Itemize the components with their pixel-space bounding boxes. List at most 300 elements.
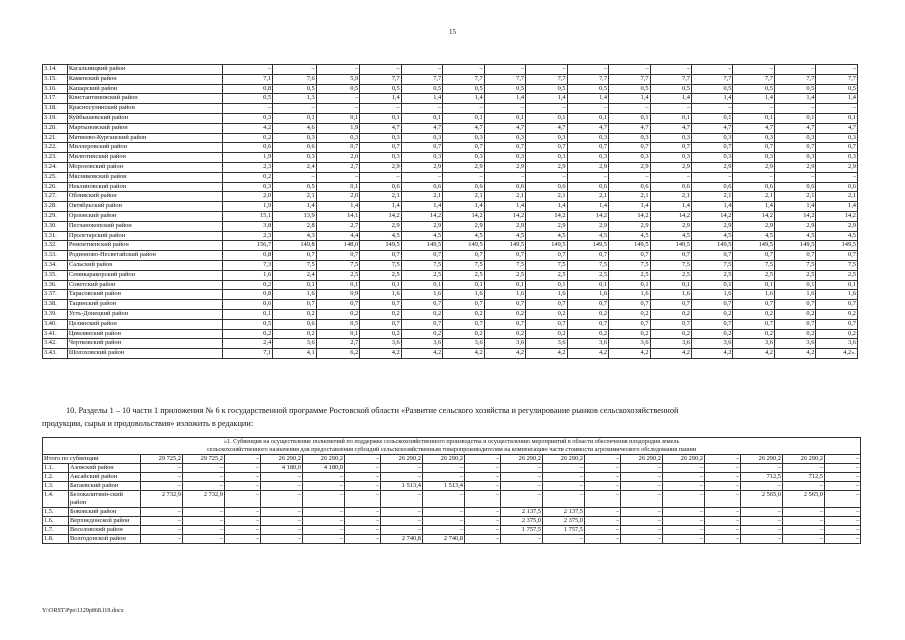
value-cell: –: [621, 473, 663, 482]
value-cell: 2,3: [223, 162, 273, 172]
value-cell: 0,5: [650, 84, 691, 94]
value-cell: 4,2: [609, 349, 650, 359]
district-name: Пролетарский район: [67, 231, 223, 241]
value-cell: 1,4: [733, 94, 774, 104]
value-cell: 0,1: [650, 113, 691, 123]
value-cell: –: [585, 482, 621, 491]
value-cell: 2,1: [774, 192, 815, 202]
value-cell: –: [621, 482, 663, 491]
value-cell: 0,7: [609, 251, 650, 261]
value-cell: –: [345, 517, 381, 526]
value-cell: 4,2: [650, 349, 691, 359]
value-cell: –: [783, 482, 825, 491]
value-cell: 0,7: [609, 300, 650, 310]
value-cell: –: [345, 535, 381, 544]
value-cell: –: [585, 535, 621, 544]
value-cell: 0,7: [733, 143, 774, 153]
value-cell: 2 732,9: [183, 491, 225, 508]
value-cell: 0,3: [443, 133, 484, 143]
district-name: Сальский район: [67, 260, 223, 270]
value-cell: 149,5: [609, 241, 650, 251]
value-cell: –: [825, 517, 861, 526]
value-cell: –: [585, 517, 621, 526]
district-name: Ремонтненский район: [67, 241, 223, 251]
value-cell: 1,4: [609, 94, 650, 104]
table-row: [43, 482, 861, 491]
value-cell: –: [465, 491, 501, 508]
value-cell: –: [261, 508, 303, 517]
value-cell: 0,1: [816, 113, 858, 123]
value-cell: 7,7: [443, 74, 484, 84]
value-cell: 2,1: [526, 192, 567, 202]
value-cell: 3,6: [692, 339, 733, 349]
value-cell: 0,3: [484, 153, 525, 163]
value-cell: 0,2: [273, 309, 317, 319]
value-cell: 1,6: [733, 290, 774, 300]
value-cell: 0,3: [733, 153, 774, 163]
value-cell: 2,1: [401, 192, 442, 202]
value-cell: 2,1: [692, 192, 733, 202]
value-cell: –: [567, 172, 608, 182]
value-cell: 2,9: [360, 221, 401, 231]
value-cell: 1,4: [273, 202, 317, 212]
value-cell: 2,9: [484, 221, 525, 231]
value-cell: 2,4: [223, 339, 273, 349]
value-cell: 0,5: [443, 84, 484, 94]
district-name: Морозовский район: [67, 162, 223, 172]
value-cell: 2,9: [609, 162, 650, 172]
value-cell: –: [303, 473, 345, 482]
value-cell: 0,1: [526, 280, 567, 290]
value-cell: 2,9: [816, 162, 858, 172]
row-number: 1.5.: [43, 508, 69, 517]
value-cell: 0,7: [692, 300, 733, 310]
value-cell: 4,5: [733, 231, 774, 241]
value-cell: 14,2: [526, 211, 567, 221]
value-cell: –: [465, 508, 501, 517]
value-cell: –: [423, 464, 465, 473]
value-cell: 7,6: [273, 74, 317, 84]
value-cell: –: [663, 464, 705, 473]
row-number: 3.34.: [43, 260, 68, 270]
value-cell: 1 757,5: [543, 526, 585, 535]
value-cell: –: [316, 172, 360, 182]
value-cell: 7,5: [774, 260, 815, 270]
value-cell: 4,7: [484, 123, 525, 133]
row-number: 3.15.: [43, 74, 68, 84]
value-cell: –: [381, 508, 423, 517]
district-name: Матвеево-Курганский район: [67, 133, 223, 143]
district-name: Неклиновский район: [67, 182, 223, 192]
value-cell: 1,4: [692, 202, 733, 212]
value-cell: –: [741, 517, 783, 526]
value-cell: 0,7: [484, 251, 525, 261]
value-cell: –: [465, 535, 501, 544]
row-number: 3.43.: [43, 349, 68, 359]
value-cell: 7,7: [484, 74, 525, 84]
district-name: Целинский район: [67, 319, 223, 329]
value-cell: –: [423, 526, 465, 535]
value-cell: 0,6: [401, 182, 442, 192]
value-cell: 2,1: [484, 192, 525, 202]
row-number: 3.22.: [43, 143, 68, 153]
value-cell: 2,1: [733, 192, 774, 202]
value-cell: –: [783, 535, 825, 544]
value-cell: 0,7: [484, 143, 525, 153]
district-name: Миллеровский район: [67, 143, 223, 153]
value-cell: –: [501, 482, 543, 491]
value-cell: –: [609, 104, 650, 114]
value-cell: 0,6: [273, 319, 317, 329]
value-cell: –: [692, 65, 733, 75]
value-cell: 3,6: [650, 339, 691, 349]
value-cell: 4,4: [316, 231, 360, 241]
value-cell: –: [816, 172, 858, 182]
table-row: [43, 74, 858, 84]
value-cell: –: [261, 491, 303, 508]
value-cell: 0,5: [567, 84, 608, 94]
value-cell: 1,6: [692, 290, 733, 300]
value-cell: 0,7: [273, 300, 317, 310]
value-cell: –: [443, 104, 484, 114]
row-number: 3.16.: [43, 84, 68, 94]
value-cell: 2,1: [360, 192, 401, 202]
value-cell: 7,5: [273, 260, 317, 270]
value-cell: –: [141, 535, 183, 544]
value-cell: –: [141, 473, 183, 482]
value-cell: 0,7: [567, 251, 608, 261]
value-cell: 0,7: [733, 251, 774, 261]
value-cell: 0,7: [443, 319, 484, 329]
value-cell: 0,6: [650, 182, 691, 192]
row-number: 1.3.: [43, 482, 69, 491]
value-cell: 2,1: [273, 192, 317, 202]
value-cell: –: [705, 508, 741, 517]
value-cell: 0,1: [774, 113, 815, 123]
total-value-cell: –: [465, 455, 501, 464]
row-number: 1.2.: [43, 473, 69, 482]
value-cell: 1,4: [484, 202, 525, 212]
value-cell: 0,7: [567, 319, 608, 329]
value-cell: 1 513,4: [381, 482, 423, 491]
value-cell: 0,6: [692, 182, 733, 192]
value-cell: 3,6: [567, 339, 608, 349]
value-cell: 14,2: [360, 211, 401, 221]
value-cell: 14,2: [484, 211, 525, 221]
value-cell: 0,1: [733, 113, 774, 123]
value-cell: 2,1: [650, 192, 691, 202]
table-row: [43, 162, 858, 172]
value-cell: 0,9: [316, 290, 360, 300]
value-cell: 156,7: [223, 241, 273, 251]
value-cell: 0,2: [223, 133, 273, 143]
value-cell: –: [316, 65, 360, 75]
table-row: [43, 280, 858, 290]
value-cell: –: [345, 508, 381, 517]
total-value-cell: 29 725,2: [141, 455, 183, 464]
value-cell: 2,9: [650, 221, 691, 231]
value-cell: –: [526, 65, 567, 75]
value-cell: 4,5: [526, 231, 567, 241]
value-cell: –: [567, 104, 608, 114]
value-cell: –: [621, 508, 663, 517]
value-cell: –: [345, 526, 381, 535]
value-cell: 2,4: [273, 162, 317, 172]
value-cell: –: [141, 517, 183, 526]
value-cell: –: [360, 104, 401, 114]
value-cell: 2,0: [316, 153, 360, 163]
value-cell: –: [663, 535, 705, 544]
total-value-cell: –: [825, 455, 861, 464]
value-cell: 0,7: [360, 251, 401, 261]
file-path-footer: Y:\ORST\Ppo\1129p868.f19.docx: [42, 608, 124, 614]
district-name: Семикаракорский район: [67, 270, 223, 280]
value-cell: 0,6: [223, 143, 273, 153]
value-cell: –: [141, 508, 183, 517]
table-row: [43, 113, 858, 123]
value-cell: –: [345, 464, 381, 473]
table-row: [43, 202, 858, 212]
district-name: Каменский район: [67, 74, 223, 84]
value-cell: 2,5: [401, 270, 442, 280]
table-row: [43, 104, 858, 114]
value-cell: –: [225, 508, 261, 517]
district-name: Тарасовский район: [67, 290, 223, 300]
value-cell: 4,7: [401, 123, 442, 133]
value-cell: 14,2: [692, 211, 733, 221]
value-cell: 14,2: [443, 211, 484, 221]
value-cell: 14,2: [650, 211, 691, 221]
row-number: 3.35.: [43, 270, 68, 280]
value-cell: –: [585, 508, 621, 517]
value-cell: 4,5: [484, 231, 525, 241]
value-cell: 0,7: [526, 319, 567, 329]
value-cell: 1,4: [443, 202, 484, 212]
value-cell: 0,5: [774, 84, 815, 94]
value-cell: 0,7: [774, 251, 815, 261]
table-row: [43, 84, 858, 94]
value-cell: 1,3: [273, 94, 317, 104]
value-cell: –: [223, 65, 273, 75]
table-row: [43, 491, 861, 508]
table-row: [43, 241, 858, 251]
value-cell: –: [692, 172, 733, 182]
value-cell: 14,2: [401, 211, 442, 221]
value-cell: 0,1: [401, 113, 442, 123]
value-cell: 0,3: [223, 113, 273, 123]
subvention-header-row: [43, 438, 861, 455]
value-cell: –: [733, 65, 774, 75]
value-cell: 2,5: [526, 270, 567, 280]
value-cell: 15,1: [223, 211, 273, 221]
table-row: [43, 290, 858, 300]
value-cell: –: [621, 491, 663, 508]
value-cell: –: [543, 464, 585, 473]
row-number: 1.8.: [43, 535, 69, 544]
row-number: 3.27.: [43, 192, 68, 202]
value-cell: 7,7: [567, 74, 608, 84]
value-cell: –: [825, 482, 861, 491]
district-name: Цимлянский район: [67, 329, 223, 339]
value-cell: –: [484, 104, 525, 114]
value-cell: 5,9: [316, 74, 360, 84]
value-cell: 0,5: [733, 84, 774, 94]
value-cell: 0,7: [609, 143, 650, 153]
value-cell: 14,2: [733, 211, 774, 221]
value-cell: 0,2: [774, 329, 815, 339]
value-cell: 7,5: [401, 260, 442, 270]
value-cell: 0,1: [567, 280, 608, 290]
value-cell: 0,7: [692, 251, 733, 261]
value-cell: 4,7: [733, 123, 774, 133]
value-cell: –: [733, 104, 774, 114]
value-cell: 1,6: [223, 270, 273, 280]
value-cell: 3,6: [443, 339, 484, 349]
table-row: [43, 192, 858, 202]
value-cell: 0,3: [816, 153, 858, 163]
table-row: [43, 133, 858, 143]
value-cell: 1,9: [223, 202, 273, 212]
value-cell: 0,1: [316, 182, 360, 192]
value-cell: 0,7: [401, 319, 442, 329]
value-cell: 0,7: [316, 143, 360, 153]
value-cell: –: [183, 508, 225, 517]
row-number: 3.20.: [43, 123, 68, 133]
value-cell: 1,6: [816, 290, 858, 300]
value-cell: 4,2: [567, 349, 608, 359]
value-cell: 0,7: [774, 300, 815, 310]
value-cell: 7,5: [733, 260, 774, 270]
value-cell: 4,2: [443, 349, 484, 359]
value-cell: –: [465, 482, 501, 491]
value-cell: –: [816, 104, 858, 114]
value-cell: 7,7: [692, 74, 733, 84]
value-cell: 3,6: [609, 339, 650, 349]
row-number: 3.28.: [43, 202, 68, 212]
value-cell: 0,6: [484, 182, 525, 192]
value-cell: 712,5: [741, 473, 783, 482]
total-value-cell: 26 290,2: [741, 455, 783, 464]
value-cell: 6,2: [316, 349, 360, 359]
value-cell: 4,2».: [816, 349, 858, 359]
value-cell: –: [345, 473, 381, 482]
value-cell: 3,6: [774, 339, 815, 349]
value-cell: 0,5: [816, 84, 858, 94]
value-cell: –: [465, 464, 501, 473]
value-cell: 7,5: [567, 260, 608, 270]
value-cell: –: [650, 65, 691, 75]
value-cell: 7,5: [526, 260, 567, 270]
value-cell: –: [663, 517, 705, 526]
value-cell: 0,7: [609, 319, 650, 329]
value-cell: 0,3: [526, 153, 567, 163]
value-cell: –: [303, 491, 345, 508]
value-cell: 0,6: [443, 182, 484, 192]
value-cell: 1,4: [360, 202, 401, 212]
subvention-title-line2: сельскохозяйственного назначения для предоставления субсидий сельскохозяйственным товаропроизводителям на компенсацию части стоимости агрохимического обследования пашни: [207, 446, 697, 453]
value-cell: 2 375,0: [543, 517, 585, 526]
value-cell: –: [705, 482, 741, 491]
value-cell: 1,6: [609, 290, 650, 300]
value-cell: 0,2: [360, 329, 401, 339]
value-cell: 7,5: [484, 260, 525, 270]
row-number: 3.41.: [43, 329, 68, 339]
value-cell: 2,9: [443, 221, 484, 231]
value-cell: 2,5: [484, 270, 525, 280]
value-cell: –: [225, 464, 261, 473]
value-cell: 149,5: [526, 241, 567, 251]
value-cell: –: [261, 517, 303, 526]
value-cell: 4,5: [443, 231, 484, 241]
value-cell: –: [465, 473, 501, 482]
value-cell: 2,9: [567, 221, 608, 231]
value-cell: 0,3: [223, 182, 273, 192]
value-cell: –: [741, 508, 783, 517]
row-number: 1.1.: [43, 464, 69, 473]
value-cell: 1,4: [401, 202, 442, 212]
value-cell: 0,1: [650, 280, 691, 290]
value-cell: 4,3: [273, 231, 317, 241]
value-cell: 1,4: [816, 202, 858, 212]
value-cell: 0,5: [401, 84, 442, 94]
value-cell: 0,6: [774, 182, 815, 192]
value-cell: –: [261, 473, 303, 482]
value-cell: 0,7: [733, 319, 774, 329]
value-cell: 0,3: [692, 153, 733, 163]
value-cell: 2,0: [316, 192, 360, 202]
value-cell: –: [401, 65, 442, 75]
value-cell: 712,5: [783, 473, 825, 482]
row-number: 1.6.: [43, 517, 69, 526]
value-cell: 0,2: [609, 329, 650, 339]
value-cell: 1,4: [567, 94, 608, 104]
value-cell: 0,1: [443, 280, 484, 290]
district-name: Песчанокопский район: [67, 221, 223, 231]
value-cell: 0,7: [526, 143, 567, 153]
value-cell: 0,1: [526, 113, 567, 123]
value-cell: 0,6: [273, 143, 317, 153]
value-cell: 0,1: [816, 280, 858, 290]
district-name: Боковский район: [69, 508, 141, 517]
value-cell: 0,2: [567, 309, 608, 319]
value-cell: 0,5: [484, 84, 525, 94]
row-number: 3.37.: [43, 290, 68, 300]
district-name: Кагальницкий район: [67, 65, 223, 75]
value-cell: 3,8: [223, 221, 273, 231]
value-cell: –: [261, 482, 303, 491]
table-row: [43, 473, 861, 482]
value-cell: –: [741, 526, 783, 535]
table-row: [43, 517, 861, 526]
value-cell: 7,7: [733, 74, 774, 84]
value-cell: –: [225, 526, 261, 535]
row-number: 3.38.: [43, 300, 68, 310]
value-cell: 1,4: [526, 94, 567, 104]
total-value-cell: 26 290,2: [543, 455, 585, 464]
district-name: Тацинский район: [67, 300, 223, 310]
value-cell: –: [225, 535, 261, 544]
value-cell: 1,9: [316, 123, 360, 133]
value-cell: 1,4: [609, 202, 650, 212]
value-cell: –: [303, 526, 345, 535]
value-cell: 4,2: [360, 349, 401, 359]
value-cell: 0,1: [360, 113, 401, 123]
value-cell: –: [705, 517, 741, 526]
total-value-cell: –: [705, 455, 741, 464]
value-cell: 4 180,0: [261, 464, 303, 473]
table-row: [43, 251, 858, 261]
value-cell: –: [345, 491, 381, 508]
